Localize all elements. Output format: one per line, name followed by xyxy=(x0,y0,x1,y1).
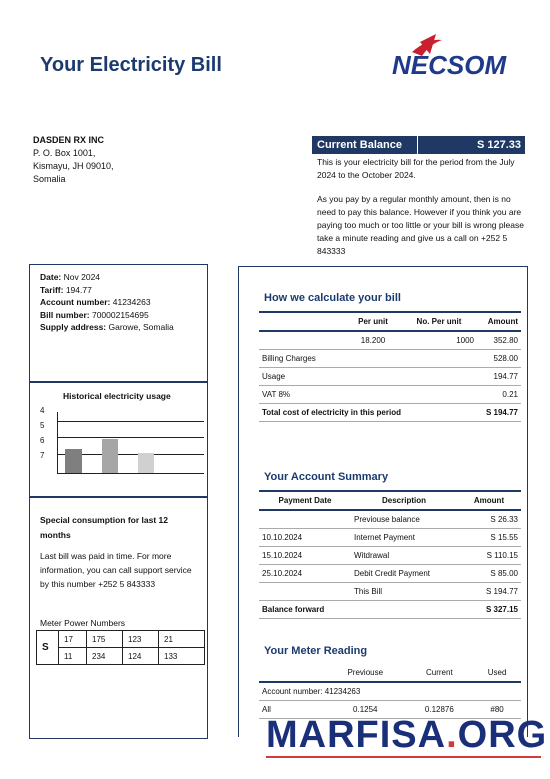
meter-power-label: Meter Power Numbers xyxy=(40,618,126,628)
balance-forward-row xyxy=(259,601,521,619)
calc-cell: VAT 8% xyxy=(259,386,477,404)
address-line: Kismayu, JH 09010, xyxy=(33,161,114,171)
meter-cell: 133 xyxy=(159,648,205,665)
meter-cell: #80 xyxy=(473,701,521,719)
meter-cell: 11 xyxy=(59,648,87,665)
calc-total-label: Total cost of electricity in this period xyxy=(259,404,477,422)
summary-cell: 15.10.2024 xyxy=(259,547,351,565)
meter-account-row xyxy=(259,682,521,701)
supply-label: Supply address: xyxy=(40,322,107,332)
bill-details xyxy=(40,271,174,334)
calc-row xyxy=(259,368,521,386)
meter-cell: 21 xyxy=(159,631,205,648)
necsom-logo xyxy=(390,34,525,84)
usage-bar xyxy=(65,449,82,473)
watermark-text-a: MARFISA xyxy=(266,714,447,756)
tariff-value: 194.77 xyxy=(65,284,92,295)
summary-cell: Previouse balance xyxy=(351,510,457,529)
y-tick: 5 xyxy=(40,421,45,430)
watermark-underline xyxy=(266,756,541,758)
balance-text xyxy=(317,156,525,269)
summary-title: Your Account Summary xyxy=(264,471,389,483)
meter-cell: 0.12876 xyxy=(406,701,474,719)
current-balance-header xyxy=(312,136,525,154)
axis-line xyxy=(57,473,204,474)
y-tick: 7 xyxy=(40,451,45,460)
meter-cell: 175 xyxy=(87,631,123,648)
calc-total-value: S 194.77 xyxy=(477,404,521,422)
meter-cell: 123 xyxy=(123,631,159,648)
calc-table xyxy=(259,311,521,422)
summary-header: Payment Date xyxy=(259,491,351,510)
calc-cell: 352.80 xyxy=(477,331,521,350)
date-value: Nov 2024 xyxy=(63,272,101,282)
summary-header: Amount xyxy=(457,491,521,510)
summary-row xyxy=(259,583,521,601)
calc-header: Per unit xyxy=(345,312,401,331)
page-title: Your Electricity Bill xyxy=(40,54,222,76)
last-bill-text: Last bill was paid in time. For more information, you can call support service by this number +252 5 843333 xyxy=(40,551,192,589)
summary-cell: Debit Credit Payment xyxy=(351,565,457,583)
balance-forward-value: S 327.15 xyxy=(457,601,521,619)
meter-cell: 0.1254 xyxy=(325,701,406,719)
summary-cell: S 110.15 xyxy=(457,547,521,565)
watermark-text-b: ORG xyxy=(457,714,548,756)
summary-cell: S 85.00 xyxy=(457,565,521,583)
usage-bar xyxy=(102,439,118,473)
special-title: Special consumption for last 12 months xyxy=(40,515,169,540)
logo-graphic xyxy=(390,34,525,84)
calc-cell: Usage xyxy=(259,368,477,386)
current-balance-label: Current Balance xyxy=(317,139,402,151)
tariff-label: Tariff: xyxy=(40,284,64,295)
divider xyxy=(29,381,208,383)
summary-cell: 25.10.2024 xyxy=(259,565,351,583)
meter-title: Your Meter Reading xyxy=(264,645,368,657)
summary-row xyxy=(259,529,521,547)
calc-total-row xyxy=(259,404,521,422)
summary-cell: S 15.55 xyxy=(457,529,521,547)
summary-header: Description xyxy=(351,491,457,510)
calc-title: How we calculate your bill xyxy=(264,292,401,304)
y-tick: 4 xyxy=(40,406,45,415)
calc-cell: 194.77 xyxy=(477,368,521,386)
summary-table xyxy=(259,490,521,619)
history-title: Historical electricity usage xyxy=(63,391,171,401)
meter-s: S xyxy=(37,631,59,665)
logo-text: NECSOM xyxy=(392,50,507,80)
meter-table xyxy=(259,664,521,719)
left-panel xyxy=(29,264,208,739)
customer-name: DASDEN RX INC xyxy=(33,135,105,145)
calc-row xyxy=(259,350,521,368)
summary-row xyxy=(259,565,521,583)
balance-para-2: As you pay by a regular monthly amount, then is no need to pay this balance. However if you think you are paying too much or too little or your bill is wrong please take a minute reading and give us a call on +252 5 843333 xyxy=(317,194,524,256)
bill-label: Bill number: xyxy=(40,309,90,320)
balance-forward-label: Balance forward xyxy=(259,601,457,619)
meter-power-table xyxy=(36,630,205,665)
meter-header: Used xyxy=(473,664,521,682)
calc-cell: 18.200 xyxy=(345,331,401,350)
meter-cell: 124 xyxy=(123,648,159,665)
summary-row xyxy=(259,510,521,529)
summary-row xyxy=(259,547,521,565)
meter-cell: 17 xyxy=(59,631,87,648)
summary-cell: Witdrawal xyxy=(351,547,457,565)
calc-cell: 0.21 xyxy=(477,386,521,404)
summary-cell: S 194.77 xyxy=(457,583,521,601)
current-balance-amount: S 127.33 xyxy=(476,139,521,151)
calc-cell: Billing Charges xyxy=(259,350,477,368)
meter-cell: 234 xyxy=(87,648,123,665)
meter-header: Current xyxy=(406,664,474,682)
balance-para-1: This is your electricity bill for the period from the July 2024 to the October 2024. xyxy=(317,157,515,180)
calc-header: Amount xyxy=(477,312,521,331)
y-tick: 6 xyxy=(40,436,45,445)
bill-value: 700002154695 xyxy=(91,309,149,320)
summary-cell: S 26.33 xyxy=(457,510,521,529)
watermark-dot: . xyxy=(446,714,458,756)
address-line: Somalia xyxy=(33,174,66,184)
supply-value: Garowe, Somalia xyxy=(108,322,174,332)
calc-header: No. Per unit xyxy=(401,312,477,331)
watermark xyxy=(266,714,547,757)
calc-row xyxy=(259,331,521,350)
usage-bar xyxy=(138,453,154,473)
calc-cell: 528.00 xyxy=(477,350,521,368)
address-line: P. O. Box 1001, xyxy=(33,148,96,158)
divider xyxy=(29,496,208,498)
calc-row xyxy=(259,386,521,404)
gridline xyxy=(57,437,204,438)
calc-cell: 1000 xyxy=(401,331,477,350)
customer-address xyxy=(33,134,114,186)
y-axis xyxy=(57,412,58,474)
gridline xyxy=(57,421,204,422)
date-label: Date: xyxy=(40,272,62,282)
meter-header: Previouse xyxy=(325,664,406,682)
summary-cell: This Bill xyxy=(351,583,457,601)
summary-cell: Internet Payment xyxy=(351,529,457,547)
summary-cell: 10.10.2024 xyxy=(259,529,351,547)
account-value: 41234263 xyxy=(112,297,151,307)
calc-header xyxy=(259,312,345,331)
account-label: Account number: xyxy=(40,297,111,307)
meter-account-line: Account number: 41234263 xyxy=(259,682,521,701)
meter-cell: All xyxy=(259,701,325,719)
